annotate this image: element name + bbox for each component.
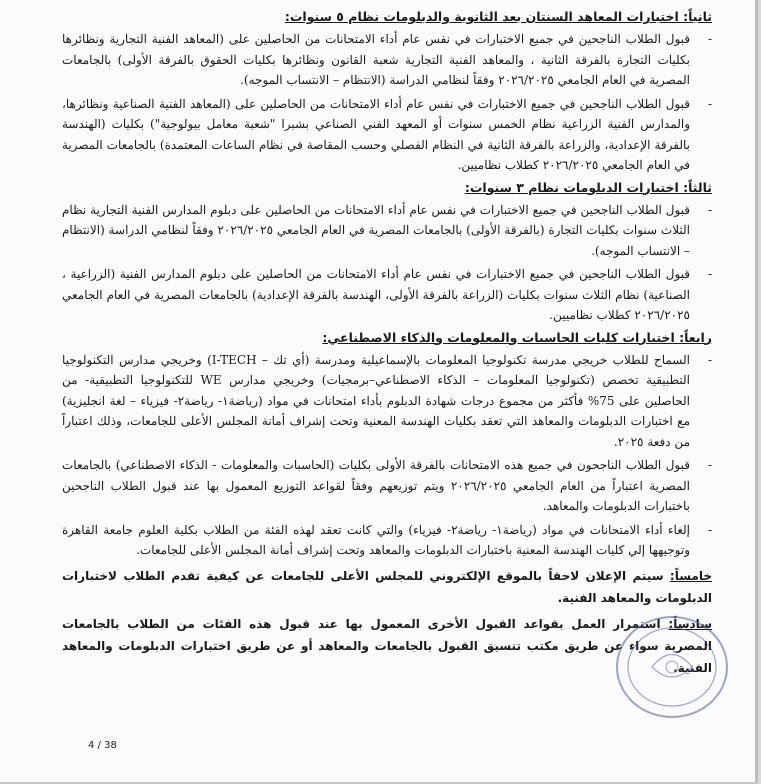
section-fourth <box>62 329 712 561</box>
bullet-dash-icon: - <box>707 202 712 217</box>
section-label: سادساً: <box>668 616 712 631</box>
section-heading: ثانياً: اختبارات المعاهد السنتان بعد الثانوية والدبلومات نظام ٥ سنوات: <box>284 9 712 24</box>
bullet-dash-icon: - <box>707 522 712 537</box>
list-item-text: قبول الطلاب الناجحين في جميع الاختبارات في نفس عام أداء الامتحانات من الحاصلين على (المعاهد الفنية التجارية ونظائرها بكليات التجارة بالفرقة الثانية ، والمعاهد الفنية التجارية شعبة القانون ونظائرها بكليات الحقوق بالفرقة الأولى) بالجامعات المصرية في العام الجامعي ٢٠٢٦/٢٠٢٥ وفقاً لنظامي الدراسة (الانتظام – الانتساب الموجه). <box>62 32 690 87</box>
document-body <box>62 8 712 683</box>
list-item <box>62 94 712 176</box>
list-item-text: قبول الطلاب الناجحون في جميع هذه الامتحانات بالفرقة الأولى بكليات (الحاسبات والمعلومات - الذكاء الاصطناعي) بالجامعات المصرية اعتباراً من العام الجامعي ٢٠٢٦/٢٠٢٥ ويتم توزيعهم وفقاً لقواعد التوزيع المعمول بها عند قبول الطلاب الناجحين باختبارات الدبلومات والمعاهد. <box>62 458 690 513</box>
section-text: استمرار العمل بقواعد القبول الأخرى المعمول بها عند قبول هذه الفئات من الطلاب بالجامعات المصرية سواء عن طريق مكتب تنسيق القبول بالجامعات والمعاهد أو عن طريق اختبارات الدبلومات والمعاهد الفنية. <box>62 616 712 675</box>
section-label: خامساً: <box>669 568 712 583</box>
section-third <box>62 179 712 326</box>
section-heading: ثالثاً: اختبارات الدبلومات نظام ٣ سنوات: <box>464 179 712 195</box>
bullet-dash-icon: - <box>707 32 712 46</box>
list-item <box>62 520 712 561</box>
section-text: سيتم الإعلان لاحقاً بالموقع الإلكتروني للمجلس الأعلى للجامعات عن كيفية تقدم الطلاب لاختبارات الدبلومات والمعاهد الفنية. <box>62 568 712 605</box>
page-number: 4 / 38 <box>88 740 117 751</box>
section-second <box>62 8 712 176</box>
list-item-text: السماح للطلاب خريجي مدرسة تكنولوجيا المعلومات بالإسماعيلية ومدرسة (أي تك – I-TECH) وخريجي مدارس التكنولوجيا التطبيقية تخصص (تكنولوجيا المعلومات – الذكاء الاصطناعي–برمجيات) وخريجي مدارس WE للتكنولوجيا التطبيقية- من الحاصلين على 75% فأكثر من مجموع درجات شهادة الدبلوم بأداء امتحانات في مواد (رياضة١- رياضة٢- فيزياء – لغة انجليزية) مع اختبارات الدبلومات والمعاهد التي تعقد بكليات الهندسة المعنية وتحت إشراف أمانة المجلس الأعلى للجامعات، وذلك اعتباراً من دفعة ٢٠٢٥. <box>62 352 691 449</box>
list-item-text: قبول الطلاب الناجحين في جميع الاختبارات في نفس عام أداء الامتحانات من الحاصلين على دبلوم المدارس الفنية التجارية نظام الثلاث سنوات بكليات التجارة (بالفرقة الأولى) بالجامعات المصرية في العام الجامعي ٢٠٢٦/٢٠٢٥ وفقاً لنظامي الدراسة (الانتظام – الانتساب الموجه). <box>62 202 690 258</box>
section-heading: رابعاً: اختبارات كليات الحاسبات والمعلومات والذكاء الاصطناعي: <box>322 329 712 345</box>
bullet-dash-icon: - <box>707 352 712 367</box>
bullet-dash-icon: - <box>707 458 712 472</box>
list-item <box>62 29 712 91</box>
list-item-text: قبول الطلاب الناجحين في جميع الاختبارات في نفس عام أداء الامتحانات من الحاصلين على (المعاهد الفنية الصناعية ونظائرها، والمدارس الفنية الزراعية نظام الخمس سنوات أو المعهد الفني الصناعي بشبرا "شعبة معامل بيولوجية") بكليات (الهندسة بالفرقة الإعدادية، والزراعة بالفرقة الثانية في النظام الفصلي وحسب المقاصة في نظام الساعات المعتمدة) بالجامعات المصرية في العام الجامعي ٢٠٢٦/٢٠٢٥ كطلاب نظاميين. <box>62 96 690 172</box>
list-item <box>62 350 712 453</box>
list-item-text: إلغاء أداء الامتحانات في مواد (رياضة١- رياضة٢- فيزياء) والتي كانت تعقد لهذه الفئة من الطلاب بكلية العلوم جامعة القاهرة وتوجيهها إلي كليات الهندسة المعنية باختبارات الدبلومات والمعاهد وتحت إشراف أمانة المجلس الأعلى للجامعات. <box>62 522 690 557</box>
bullet-dash-icon: - <box>707 267 712 281</box>
bullet-dash-icon: - <box>707 96 712 111</box>
official-seal-icon <box>612 612 732 722</box>
list-item-text: قبول الطلاب الناجحين في جميع الاختبارات في نفس عام أداء الامتحانات من الحاصلين على دبلوم المدارس الفنية (الزراعية ، الصناعية) نظام الثلاث سنوات بكليات (الزراعة بالفرقة الأولى، الهندسة بالفرقة الإعدادية) بالجامعات المصرية في العام الجامعي ٢٠٢٦/٢٠٢٥ كطلاب نظاميين. <box>62 267 690 322</box>
list-item <box>62 200 712 262</box>
section-fifth <box>62 565 712 609</box>
list-item <box>62 455 712 517</box>
list-item <box>62 264 712 326</box>
